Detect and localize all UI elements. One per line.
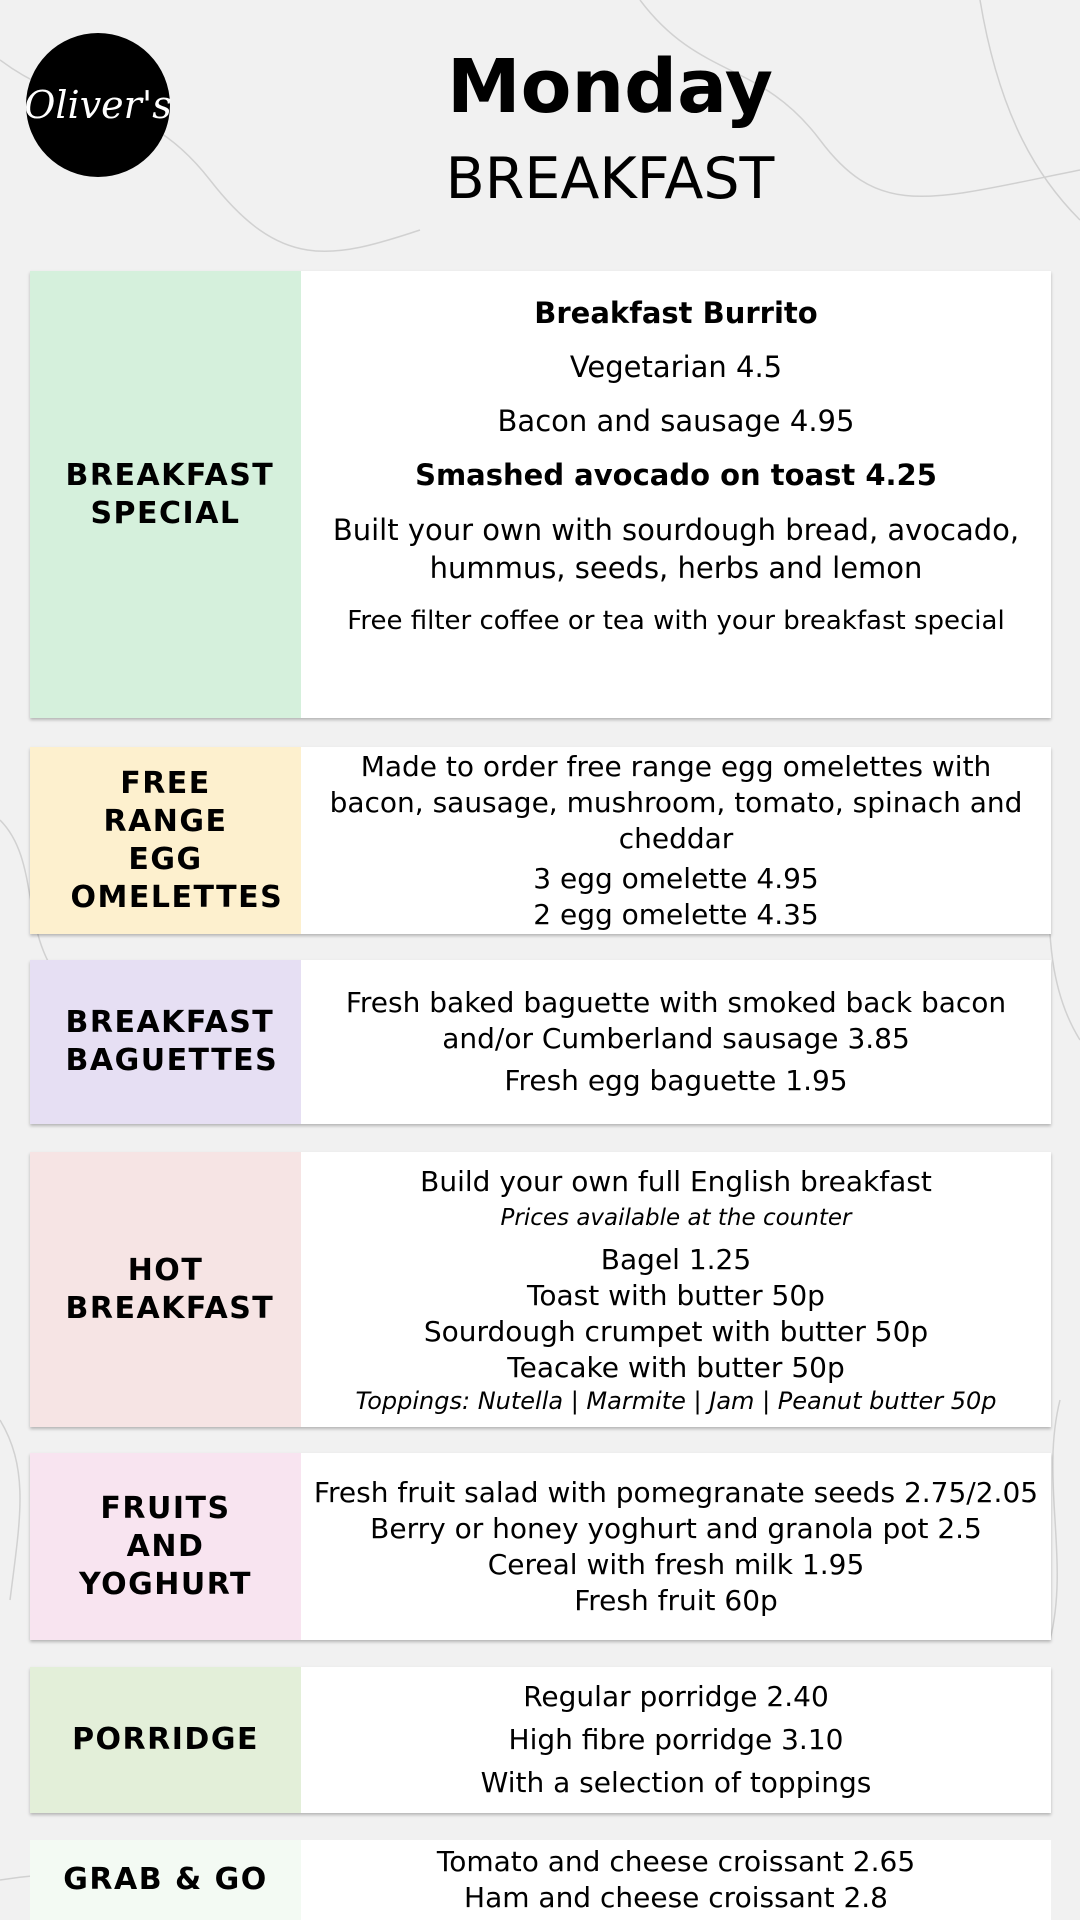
section-label-text: BREAKFAST BAGUETTES — [65, 1005, 279, 1078]
section-label — [30, 1840, 301, 1920]
menu-item: Fresh fruit salad with pomegranate seeds 2.75/2.05 — [313, 1475, 1039, 1509]
section-content — [301, 1453, 1051, 1640]
menu-note: Toppings: Nutella | Marmite | Jam | Peanut butter 50p — [355, 1386, 997, 1415]
menu-item: High fibre porridge 3.10 — [508, 1723, 844, 1756]
section-label-text: PORRIDGE — [72, 1722, 259, 1757]
section-content — [301, 1667, 1051, 1813]
menu-item: Cereal with fresh milk 1.95 — [487, 1547, 865, 1581]
menu-item: Fresh egg baguette 1.95 — [504, 1064, 848, 1097]
menu-item: Berry or honey yoghurt and granola pot 2.5 — [370, 1511, 982, 1545]
section-label — [30, 1453, 301, 1640]
section-label-text: HOT BREAKFAST — [65, 1252, 275, 1326]
menu-item: Vegetarian 4.5 — [569, 350, 783, 384]
menu-item: 3 egg omelette 4.95 — [533, 861, 819, 895]
section-porridge — [30, 1667, 1051, 1813]
menu-item: Toast with butter 50p — [527, 1278, 825, 1312]
section-content — [301, 1840, 1051, 1920]
section-label-text: FREE RANGE EGG OMELETTES — [70, 765, 284, 915]
meal-title: BREAKFAST — [445, 146, 775, 212]
section-grab-and-go — [30, 1840, 1051, 1920]
section-content — [301, 1152, 1051, 1427]
section-label — [30, 960, 301, 1124]
section-omelettes — [30, 747, 1051, 934]
menu-item: Made to order free range egg omelettes with bacon, sausage, mushroom, tomato, spinach and cheddar — [329, 749, 1023, 855]
menu-item: Bagel 1.25 — [600, 1242, 752, 1276]
section-label — [30, 271, 301, 718]
menu-note: Prices available at the counter — [500, 1204, 852, 1231]
section-content — [301, 960, 1051, 1124]
section-label — [30, 1152, 301, 1427]
section-label-text: BREAKFAST SPECIAL — [65, 457, 275, 531]
menu-item: Ham and cheese croissant 2.8 — [464, 1881, 888, 1914]
menu-item: Build your own full English breakfast — [420, 1164, 932, 1198]
section-content — [301, 271, 1051, 718]
logo-text: Oliver's — [24, 83, 172, 127]
section-breakfast-special — [30, 271, 1051, 718]
menu-item: Regular porridge 2.40 — [523, 1680, 829, 1713]
section-label — [30, 1667, 301, 1813]
day-title: Monday — [446, 44, 774, 130]
menu-item: Built your own with sourdough bread, avocado, hummus, seeds, herbs and lemon — [332, 513, 1020, 585]
section-label-text: FRUITS AND YOGHURT — [79, 1490, 252, 1602]
section-label — [30, 747, 301, 934]
menu-item: Sourdough crumpet with butter 50p — [423, 1314, 929, 1348]
menu-item: Smashed avocado on toast 4.25 — [415, 458, 937, 492]
menu-item: 2 egg omelette 4.35 — [533, 897, 819, 931]
menu-item: Teacake with butter 50p — [507, 1350, 845, 1384]
menu-item: Fresh fruit 60p — [574, 1583, 778, 1617]
menu-item: Tomato and cheese croissant 2.65 — [436, 1845, 916, 1878]
section-hot-breakfast — [30, 1152, 1051, 1427]
section-fruits-yoghurt — [30, 1453, 1051, 1640]
menu-item: Bacon and sausage 4.95 — [497, 404, 855, 438]
menu-item: Breakfast Burrito — [534, 296, 818, 330]
menu-item: Free filter coffee or tea with your breakfast special — [347, 606, 1005, 636]
menu-item: Fresh baked baguette with smoked back bacon and/or Cumberland sausage 3.85 — [345, 986, 1007, 1055]
section-baguettes — [30, 960, 1051, 1124]
section-label-text: GRAB & GO — [63, 1862, 268, 1897]
menu-item: With a selection of toppings — [480, 1766, 872, 1799]
section-content — [301, 747, 1051, 934]
